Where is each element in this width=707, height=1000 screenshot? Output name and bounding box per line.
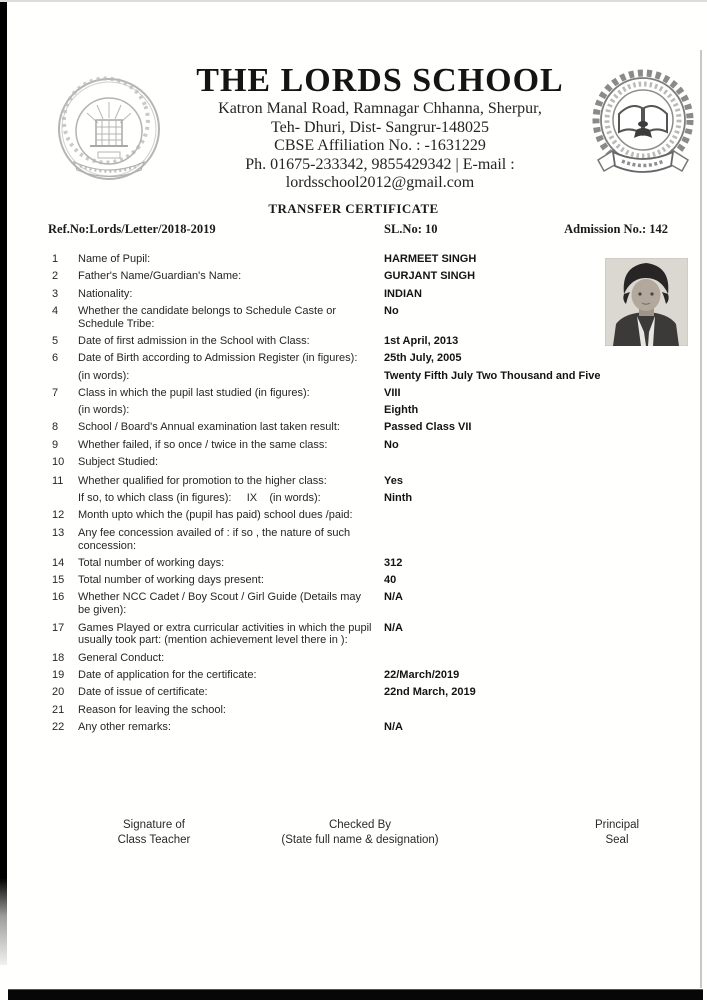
item-number: 12 (52, 509, 65, 522)
item-number: 2 (52, 270, 59, 283)
item-label: Whether failed, if so once / twice in the same class: (78, 438, 328, 451)
cbse-emblem-icon (56, 76, 162, 189)
tc-row (52, 370, 686, 383)
item-number: 3 (52, 287, 59, 300)
item-value: 25th July, 2005 (384, 352, 462, 365)
item-number: 21 (52, 703, 65, 716)
scan-edge-bottom (8, 989, 703, 1000)
certificate-items (52, 253, 686, 738)
item-number: 15 (52, 574, 65, 587)
item-label: Father's Name/Guardian's Name: (78, 270, 242, 283)
admission-number: Admission No.: 142 (564, 222, 668, 236)
item-value: VIII (384, 386, 401, 399)
tc-row (52, 574, 686, 587)
item-value: HARMEET SINGH (384, 253, 477, 265)
school-address-line1: Katron Manal Road, Ramnagar Chhanna, Sherpur, (218, 100, 542, 117)
tc-row (52, 686, 686, 699)
item-label: If so, to which class (in figures): IX (in words): (78, 492, 321, 505)
item-label: School / Board's Annual examination last taken result: (78, 421, 340, 434)
tc-row (52, 622, 686, 648)
tc-row (52, 475, 686, 488)
item-number: 22 (52, 720, 65, 733)
item-value: 40 (384, 574, 397, 587)
reference-row (0, 222, 707, 238)
item-number: 4 (52, 304, 59, 317)
item-label: Month upto which the (pupil has paid) school dues /paid: (78, 509, 353, 522)
signature-left-line2: Class Teacher (117, 833, 191, 846)
item-value: Ninth (384, 492, 413, 505)
item-label: Whether qualified for promotion to the higher class: (78, 474, 327, 487)
tc-row (52, 421, 686, 434)
tc-row (52, 721, 686, 734)
item-number: 5 (52, 334, 59, 347)
item-value: Twenty Fifth July Two Thousand and Five (384, 369, 601, 382)
item-value: N/A (384, 621, 403, 634)
item-number: 7 (52, 386, 59, 399)
school-emblem-icon (586, 68, 696, 195)
item-number: 14 (52, 556, 65, 569)
item-label: Class in which the pupil last studied (in figures): (78, 386, 310, 399)
item-number: 16 (52, 591, 65, 604)
item-label: Date of first admission in the School with Class: (78, 334, 310, 347)
item-number: 10 (52, 456, 65, 469)
certificate-title: TRANSFER CERTIFICATE (268, 201, 439, 216)
item-number: 18 (52, 651, 65, 664)
item-value: Passed Class VII (384, 421, 472, 434)
item-label: Whether NCC Cadet / Boy Scout / Girl Guide (Details may be given): (78, 591, 362, 617)
tc-row (52, 253, 686, 266)
ref-number: Ref.No:Lords/Letter/2018-2019 (48, 222, 216, 236)
item-value: GURJANT SINGH (384, 270, 476, 283)
tc-row (52, 509, 686, 522)
principal-line1: Principal (594, 819, 640, 831)
item-label: Name of Pupil: (78, 253, 151, 265)
tc-row (52, 704, 686, 717)
signature-class-teacher (84, 818, 224, 847)
item-number: 13 (52, 526, 65, 539)
item-value: No (384, 438, 399, 451)
checked-by-block (240, 818, 480, 847)
item-label: Date of Birth according to Admission Register (in figures): (78, 352, 358, 365)
item-label: (in words): (78, 404, 130, 417)
item-number (52, 404, 78, 417)
tc-row (52, 527, 686, 553)
school-address-line2: Teh- Dhuri, Dist- Sangrur-148025 (270, 118, 490, 136)
tc-row (52, 305, 686, 331)
tc-row (52, 492, 686, 505)
item-number: 19 (52, 668, 65, 681)
item-label: Total number of working days present: (78, 574, 264, 587)
tc-row (52, 439, 686, 452)
item-label: Subject Studied: (78, 456, 159, 469)
tc-row (52, 335, 686, 348)
tc-row (52, 387, 686, 400)
item-number: 11 (52, 474, 64, 487)
item-value: 312 (384, 556, 403, 569)
scan-edge-right (700, 50, 702, 988)
item-number (52, 370, 78, 383)
item-label: Whether the candidate belongs to Schedule Caste or Schedule Tribe: (78, 304, 337, 330)
scan-edge-left (0, 0, 7, 965)
item-value: 1st April, 2013 (384, 334, 459, 347)
principal-seal-block (562, 818, 672, 847)
tc-row (52, 288, 686, 301)
item-label: Any other remarks: (78, 720, 171, 733)
tc-row (52, 652, 686, 665)
tc-row (52, 456, 686, 469)
tc-row (52, 352, 686, 365)
item-value: N/A (384, 591, 403, 604)
item-label: Total number of working days: (78, 556, 225, 569)
item-label: Date of application for the certificate: (78, 668, 257, 681)
item-number: 8 (52, 421, 59, 434)
item-number: 17 (52, 621, 65, 634)
item-label: Any fee concession availed of : if so , the nature of such concession: (78, 526, 351, 552)
tc-row (52, 591, 686, 617)
item-number: 9 (52, 438, 59, 451)
school-name: THE LORDS SCHOOL (196, 62, 564, 99)
tc-row (52, 669, 686, 682)
school-header (160, 62, 600, 193)
item-number: 20 (52, 686, 65, 699)
school-affiliation: CBSE Affiliation No. : -1631229 (274, 137, 486, 154)
serial-number: SL.No: 10 (384, 222, 438, 236)
checked-by-line2: (State full name & designation) (281, 833, 439, 846)
tc-row (52, 404, 686, 417)
item-value: N/A (384, 720, 403, 733)
item-label: Date of issue of certificate: (78, 686, 208, 699)
item-label: Games Played or extra curricular activities in which the pupil usually took part: (mention achievement level there in ): (78, 621, 372, 647)
tc-row (52, 557, 686, 570)
item-number: 1 (52, 253, 59, 265)
tc-row (52, 270, 686, 283)
item-label: Reason for leaving the school: (78, 703, 226, 716)
signature-left-line1: Signature of (122, 819, 185, 831)
item-value: Yes (384, 474, 403, 487)
scan-edge-top (0, 0, 707, 2)
checked-by-line1: Checked By (328, 819, 391, 831)
item-value: 22nd March, 2019 (384, 686, 476, 699)
school-contact: Ph. 01675-233342, 9855429342 | E-mail : lordsschool2012@gmail.com (245, 155, 515, 191)
item-label: General Conduct: (78, 651, 165, 664)
item-value: No (384, 304, 399, 317)
item-value: Eighth (384, 404, 419, 417)
item-value: 22/March/2019 (384, 668, 460, 681)
principal-line2: Seal (605, 833, 629, 846)
item-number (52, 492, 78, 505)
item-label: Nationality: (78, 287, 133, 300)
item-number: 6 (52, 352, 59, 365)
item-value: INDIAN (384, 287, 422, 300)
item-label: (in words): (78, 369, 130, 382)
